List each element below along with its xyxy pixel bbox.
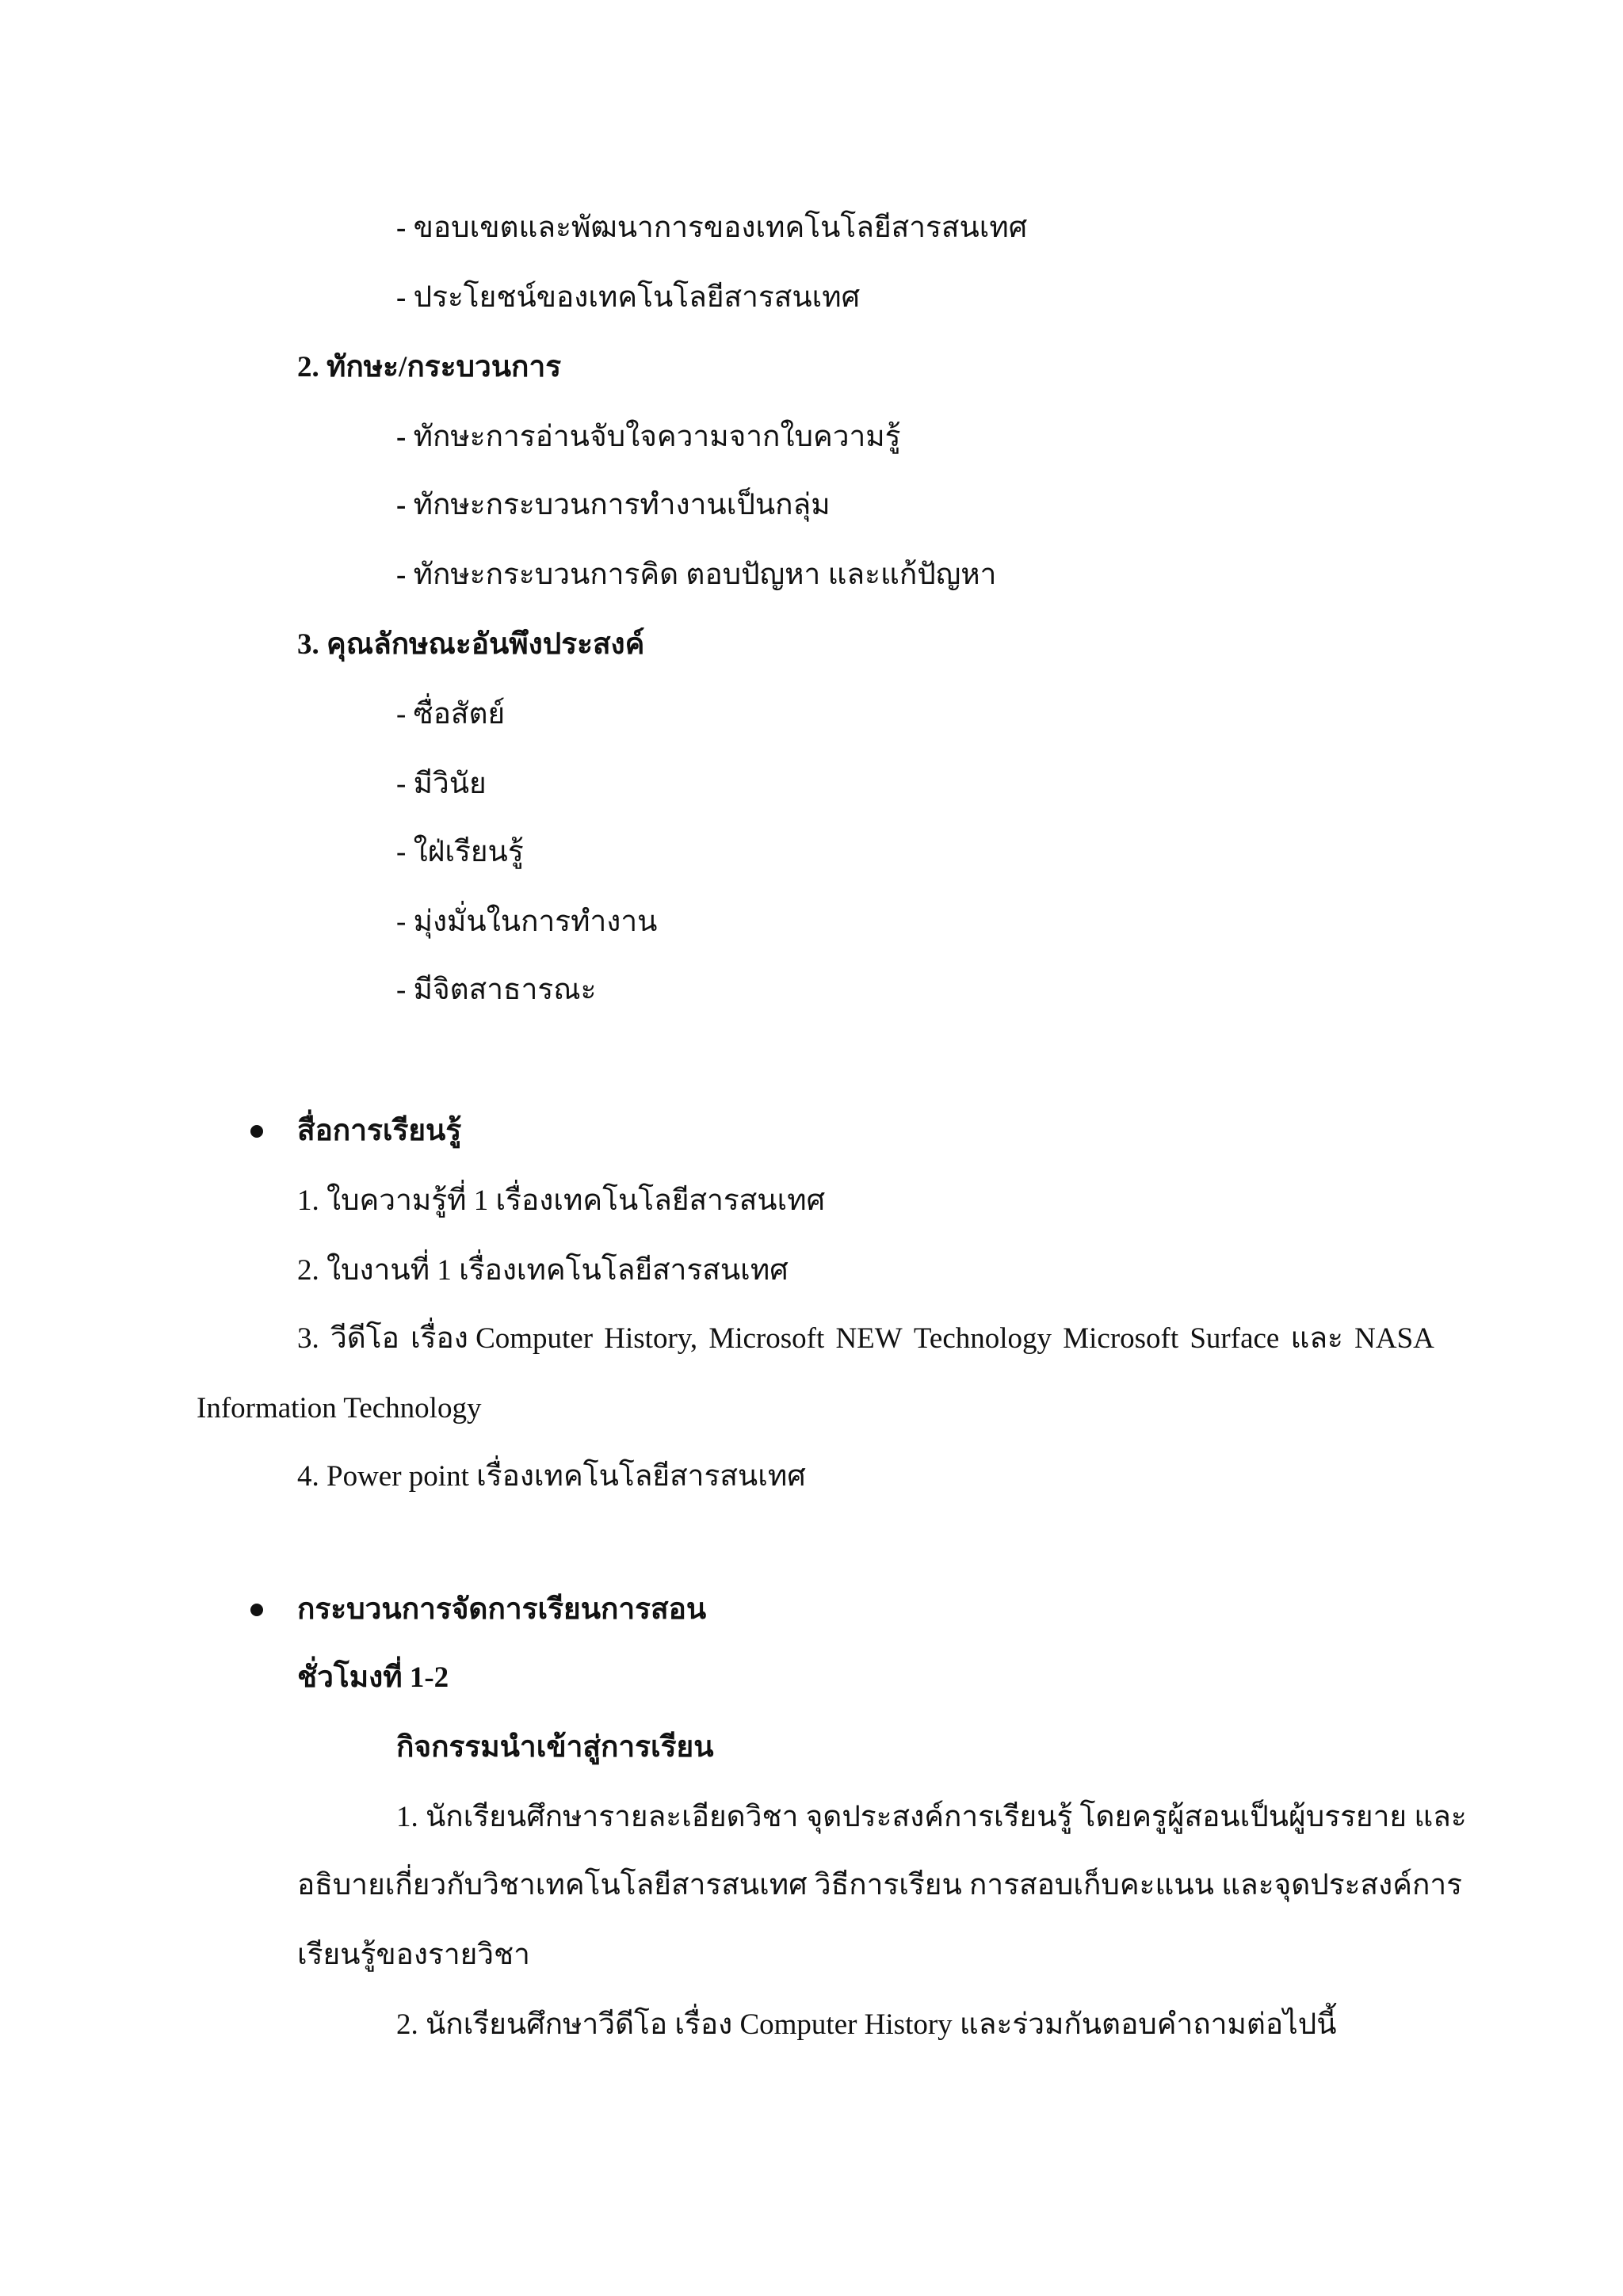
attribute-item-1: - ซื่อสัตย์ <box>396 698 506 730</box>
knowledge-item-1: - ขอบเขตและพัฒนาการของเทคโนโลยีสารสนเทศ <box>396 212 1028 244</box>
skill-item-1: - ทักษะการอ่านจับใจความจากใบความรู้ <box>396 421 901 453</box>
process-step-1-line-2: อธิบายเกี่ยวกับวิชาเทคโนโลยีสารสนเทศ วิธีการเรียน การสอบเก็บคะแนน และจุดประสงค์การ <box>297 1869 1462 1901</box>
dash-marker: - <box>396 281 407 314</box>
bullet-icon <box>250 1125 263 1138</box>
activity-heading: กิจกรรมนำเข้าสู่การเรียน <box>396 1731 714 1764</box>
dash-marker: - <box>396 559 407 591</box>
attribute-item-5: - มีจิตสาธารณะ <box>396 974 597 1006</box>
bullet-icon <box>250 1604 263 1616</box>
media-item-4: 4. Power point เรื่องเทคโนโลยีสารสนเทศ <box>297 1460 806 1493</box>
media-item-2: 2. ใบงานที่ 1 เรื่องเทคโนโลยีสารสนเทศ <box>297 1254 789 1287</box>
process-step-2: 2. นักเรียนศึกษาวีดีโอ เรื่อง Computer History และร่วมกันตอบคำถามต่อไปนี้ <box>396 2008 1337 2041</box>
process-heading: กระบวนการจัดการเรียนการสอน <box>297 1593 707 1626</box>
media-heading: สื่อการเรียนรู้ <box>297 1115 462 1147</box>
media-item-3-continued: Information Technology <box>197 1392 482 1425</box>
dash-marker: - <box>396 421 407 453</box>
knowledge-item-2: - ประโยชน์ของเทคโนโลยีสารสนเทศ <box>396 281 861 314</box>
skill-item-2: - ทักษะกระบวนการทำงานเป็นกลุ่ม <box>396 489 831 521</box>
hour-heading: ชั่วโมงที่ 1-2 <box>297 1661 449 1694</box>
skills-heading: 2. ทักษะ/กระบวนการ <box>297 351 562 383</box>
attribute-item-2: - มีวินัย <box>396 768 487 800</box>
attribute-item-3: - ใฝ่เรียนรู้ <box>396 836 524 868</box>
process-step-1-line-1: 1. นักเรียนศึกษารายละเอียดวิชา จุดประสงค์การเรียนรู้ โดยครูผู้สอนเป็นผู้บรรยาย และ <box>396 1801 1467 1833</box>
process-step-1-line-3: เรียนรู้ของรายวิชา <box>297 1939 530 1971</box>
attributes-heading: 3. คุณลักษณะอันพึงประสงค์ <box>297 628 645 661</box>
skill-item-3: - ทักษะกระบวนการคิด ตอบปัญหา และแก้ปัญหา <box>396 559 997 591</box>
dash-marker: - <box>396 489 407 521</box>
dash-marker: - <box>396 212 407 244</box>
media-item-3: 3. วีดีโอ เรื่อง Computer History, Microsoft NEW Technology Microsoft Surface และ NASA <box>297 1322 1434 1355</box>
media-item-1: 1. ใบความรู้ที่ 1 เรื่องเทคโนโลยีสารสนเทศ <box>297 1184 826 1217</box>
attribute-item-4: - มุ่งมั่นในการทำงาน <box>396 906 658 938</box>
